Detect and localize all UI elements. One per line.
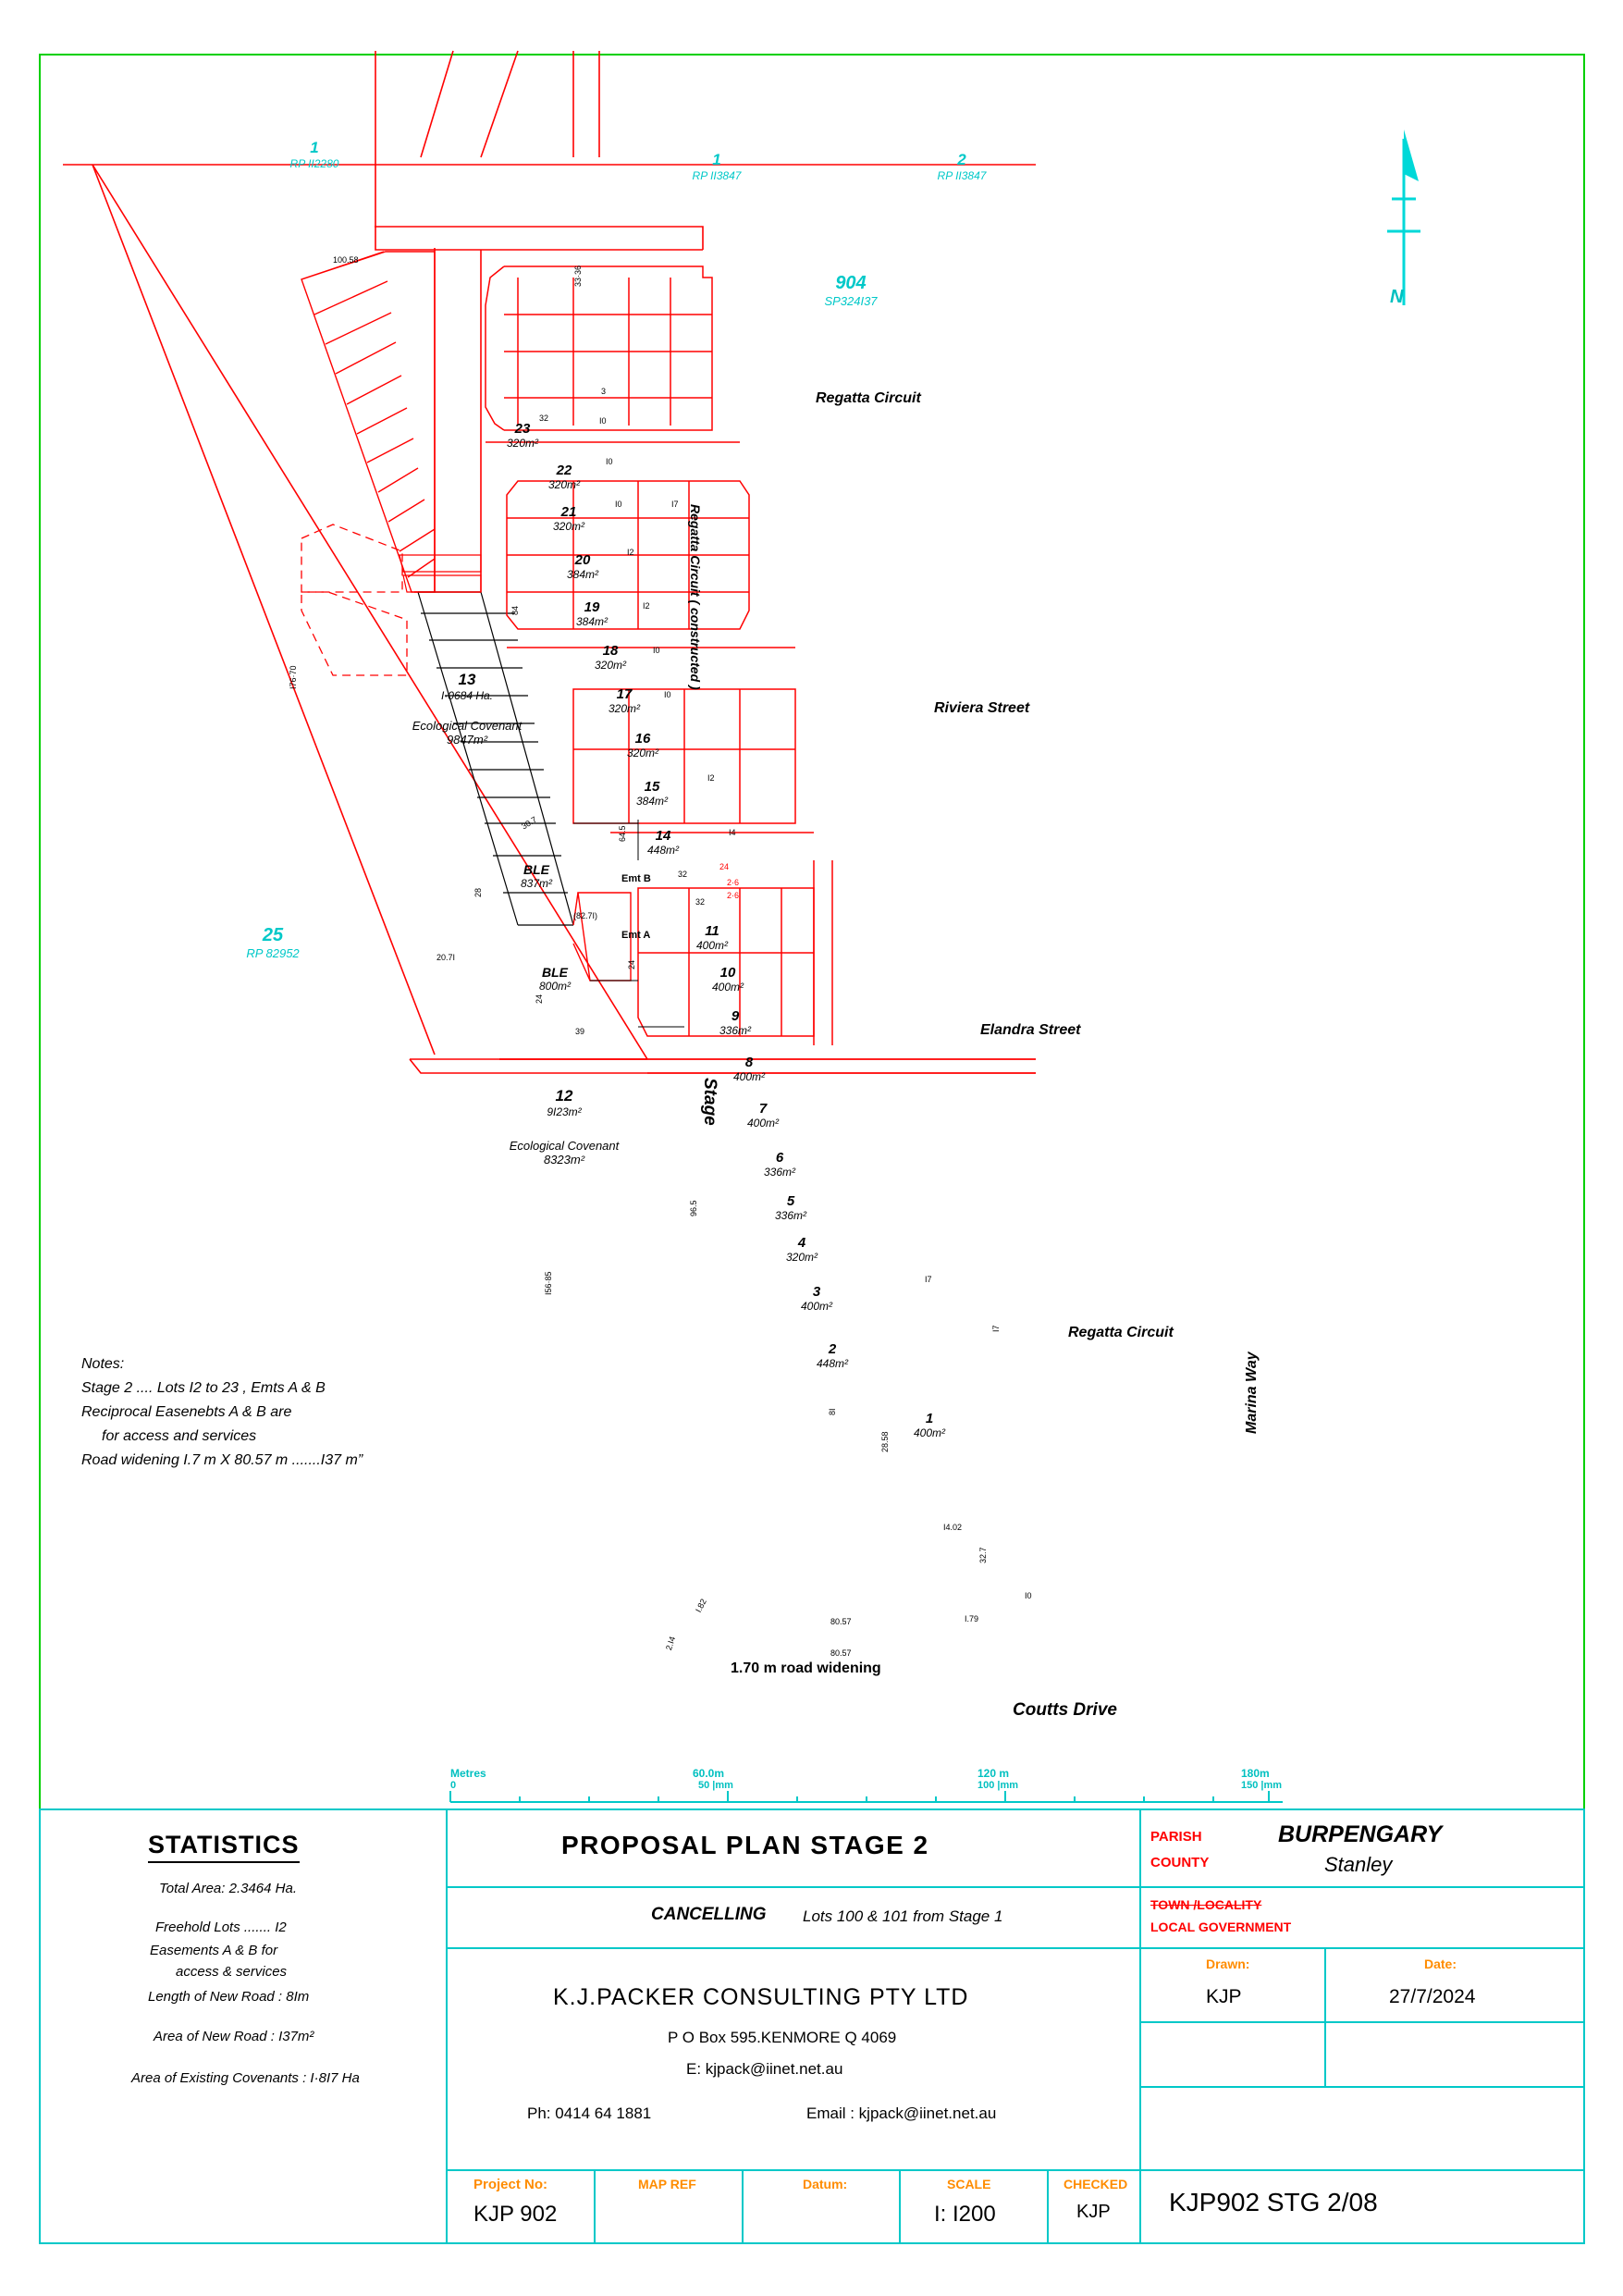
dimension-text: 80.57 — [830, 1617, 852, 1626]
project-no-value: KJP 902 — [473, 2202, 558, 2227]
parish-label: PARISH — [1150, 1829, 1202, 1845]
parcel-area: I·0684 Ha. — [440, 689, 494, 702]
lot-number: 18 — [602, 643, 619, 659]
lot-number: 3 — [812, 1284, 821, 1300]
dimension-text: I0 — [599, 416, 607, 426]
dimension-text: 30.7 — [520, 814, 539, 832]
dimension-text: I2 — [707, 773, 715, 783]
neighbour-plan: RP II2280 — [289, 157, 339, 170]
date-value: 27/7/2024 — [1389, 1986, 1476, 2007]
cancelling-label: CANCELLING — [651, 1905, 767, 1924]
county-label: COUNTY — [1150, 1855, 1210, 1870]
dimension-text: 8I — [828, 1408, 837, 1415]
dimension-text: I4.02 — [943, 1523, 963, 1532]
road-name-regatta-circuit-north: Regatta Circuit — [816, 390, 921, 406]
checked-label: CHECKED — [1064, 2177, 1128, 2191]
statistics-row: Area of New Road : I37m² — [154, 2029, 314, 2044]
datum-label: Datum: — [803, 2177, 848, 2191]
scale-zero: 0 — [450, 1780, 457, 1791]
lot-area: 320m² — [552, 520, 584, 533]
lot-area: 400m² — [913, 1426, 945, 1439]
neighbour-plan: RP II3847 — [692, 169, 742, 182]
neighbour-lot: 1 — [712, 151, 721, 168]
lot-area: 400m² — [746, 1117, 779, 1129]
ble-upper — [486, 862, 587, 890]
lot-number: 19 — [584, 599, 600, 615]
dimension-text: I0 — [653, 646, 660, 655]
statistics-row: Area of Existing Covenants : I·8I7 Ha — [131, 2070, 360, 2086]
lot-area: 320m² — [626, 747, 658, 759]
lot-number: 2 — [828, 1341, 837, 1357]
dimension-text: 20.7I — [436, 953, 456, 962]
scale-tick-60: 60.0m — [693, 1767, 725, 1780]
scale-tick-180: 180m — [1241, 1767, 1270, 1780]
dimension-text: I0 — [664, 690, 671, 699]
scale-metres-label: Metres — [450, 1767, 486, 1780]
lot-number: 14 — [655, 828, 671, 844]
notes-line: Stage 2 .... Lots I2 to 23 , Emts A & B — [81, 1380, 326, 1396]
lot-area: 400m² — [711, 981, 744, 994]
dimension-text: 39 — [575, 1027, 585, 1036]
road-name-elandra-street: Elandra Street — [980, 1022, 1081, 1038]
dimension-text: I4 — [729, 828, 736, 837]
lot-area: 400m² — [732, 1070, 765, 1083]
statistics-row: access & services — [176, 1964, 288, 1980]
road-name-regatta-circuit-constructed: Regatta Circuit ( constructed ) — [688, 504, 703, 690]
lot-area: 336m² — [774, 1209, 806, 1222]
lot-number: 23 — [514, 421, 531, 437]
dimension-text: I76·70 — [289, 665, 298, 689]
parcel-number: 12 — [555, 1087, 573, 1105]
lot-area: 384m² — [566, 568, 598, 581]
notes-heading: Notes: — [81, 1356, 125, 1372]
ble-area: 800m² — [538, 980, 571, 993]
neighbour-lot: 1 — [310, 139, 319, 156]
parcel-area: 9I23m² — [547, 1105, 582, 1118]
statistics-row: Total Area: 2.3464 Ha. — [159, 1881, 297, 1896]
ble-label: BLE — [542, 965, 568, 980]
dimension-text: I7 — [991, 1325, 1001, 1332]
parcel-13 — [365, 671, 569, 747]
lot-number: 5 — [786, 1193, 795, 1209]
lot-number: 7 — [758, 1101, 768, 1117]
lot-number: 10 — [719, 965, 736, 981]
neighbour-lot: 2 — [957, 151, 966, 168]
notes-line: for access and services — [102, 1428, 257, 1444]
road-name-riviera-street: Riviera Street — [934, 700, 1030, 716]
parcel-covenant-label: Ecological Covenant — [509, 1139, 620, 1153]
dimension-text: 2·6 — [727, 891, 740, 900]
road-widening-note: 1.70 m road widening — [731, 1660, 881, 1676]
dimension-text: 64.5 — [618, 825, 627, 842]
scale-value: I: I200 — [934, 2202, 996, 2227]
lot-number: 11 — [705, 923, 719, 939]
dimension-text: 33·36 — [573, 265, 583, 287]
scale-bar — [450, 1767, 1292, 1806]
company-phone: Ph: 0414 64 1881 — [527, 2105, 652, 2122]
scale-tick-180-mm: 150 |mm — [1241, 1780, 1283, 1791]
neighbour-plan: SP324I37 — [824, 294, 878, 308]
scale-tick-120: 120 m — [977, 1767, 1010, 1780]
dimension-text: 80.57 — [830, 1648, 852, 1658]
lot-number: 9 — [731, 1008, 740, 1024]
lot-number: 8 — [744, 1055, 754, 1070]
lot-number: 20 — [574, 552, 591, 568]
notes-block — [81, 1352, 363, 1473]
easement-b-label: Emt B — [621, 873, 651, 884]
dimension-text: 32 — [695, 897, 706, 907]
dimension-text: 84 — [510, 605, 520, 615]
dimension-text: I7 — [925, 1275, 932, 1284]
project-no-label: Project No: — [473, 2177, 548, 2192]
statistics-heading: STATISTICS — [148, 1831, 300, 1863]
dimension-text: 28.58 — [880, 1431, 890, 1452]
checked-value: KJP — [1076, 2202, 1111, 2222]
dimension-text: I2 — [627, 548, 634, 557]
dimension-text: I.79 — [965, 1614, 979, 1623]
lot-area: 384m² — [635, 795, 668, 808]
drawn-label: Drawn: — [1206, 1957, 1250, 1971]
lot-area: 400m² — [695, 939, 728, 952]
lot-area: 448m² — [816, 1357, 848, 1370]
statistics-row: Length of New Road : 8Im — [148, 1989, 310, 2005]
plan-title: PROPOSAL PLAN STAGE 2 — [561, 1831, 929, 1859]
dimension-text: 100.58 — [333, 255, 359, 265]
lot-area: 320m² — [608, 702, 640, 715]
dimension-text: 32 — [539, 414, 549, 423]
map-ref-label: MAP REF — [638, 2177, 696, 2191]
lot-number: 17 — [616, 686, 633, 702]
lot-number: 1 — [925, 1411, 934, 1426]
parcel-12 — [458, 1087, 670, 1167]
north-arrow-label: N — [1390, 287, 1404, 307]
ble-label: BLE — [523, 862, 549, 877]
lot-area: 320m² — [506, 437, 538, 450]
dimension-text: 96.5 — [689, 1200, 698, 1216]
dimension-text: 24 — [627, 959, 636, 969]
notes-line: Road widening I.7 m X 80.57 m .......I37 m” — [81, 1452, 363, 1468]
dimension-text: 28 — [473, 887, 483, 897]
statistics-row: Freehold Lots ....... I2 — [155, 1920, 287, 1935]
local-government-label: LOCAL GOVERNMENT — [1150, 1920, 1292, 1934]
dimension-text: I.82 — [694, 1597, 708, 1614]
dimension-text: I7 — [671, 500, 679, 509]
parcel-number: 13 — [458, 671, 476, 688]
neighbour-lot: 25 — [262, 925, 284, 945]
company-name: K.J.PACKER CONSULTING PTY LTD — [553, 1984, 969, 2010]
dimension-text: 3 — [601, 387, 607, 396]
easement-a-label: Emt A — [621, 930, 651, 941]
statistics-row: Easements A & B for — [150, 1943, 278, 1958]
neighbour-plan: RP II3847 — [937, 169, 987, 182]
dimension-text: 2·6 — [727, 878, 740, 887]
ble-lower — [504, 965, 606, 993]
dimension-text: 24 — [719, 862, 730, 871]
company-email-line: E: kjpack@iinet.net.au — [686, 2060, 843, 2078]
lot-area: 400m² — [800, 1300, 832, 1313]
lot-area: 320m² — [594, 659, 626, 672]
company-address: P O Box 595.KENMORE Q 4069 — [668, 2029, 897, 2046]
date-label: Date: — [1424, 1957, 1457, 1971]
lot-number: 22 — [556, 463, 572, 478]
drawn-value: KJP — [1206, 1986, 1242, 2007]
lot-area: 336m² — [719, 1024, 751, 1037]
lot-number: 6 — [775, 1150, 784, 1166]
county-value: Stanley — [1324, 1853, 1393, 1876]
dimension-text: 24 — [535, 994, 544, 1004]
parish-value: BURPENGARY — [1278, 1821, 1443, 1847]
lot-number: 15 — [644, 779, 660, 795]
ble-area: 837m² — [520, 877, 552, 890]
lot-number: 4 — [797, 1235, 806, 1251]
lot-area: 448m² — [646, 844, 679, 857]
dimension-text: 2.I4 — [664, 1635, 678, 1652]
dimension-text: 32.7 — [978, 1547, 988, 1563]
road-name-regatta-circuit-south: Regatta Circuit — [1068, 1325, 1174, 1340]
scale-tick-60-mm: 50 |mm — [698, 1780, 733, 1791]
dimension-text: I2 — [643, 601, 650, 611]
road-name-coutts-drive: Coutts Drive — [1013, 1700, 1117, 1720]
lot-area: 336m² — [763, 1166, 795, 1179]
town-locality-label: TOWN /LOCALITY — [1150, 1897, 1262, 1912]
dimension-text: 32 — [678, 870, 688, 879]
neighbour-lot: 904 — [835, 273, 867, 293]
road-label-stage: Stage — [700, 1078, 719, 1126]
title-block — [39, 1808, 1585, 2244]
dimension-text: I56·85 — [544, 1271, 553, 1295]
lot-area: 320m² — [547, 478, 580, 491]
lot-number: 16 — [634, 731, 651, 747]
notes-line: Reciprocal Easenebts A & B are — [81, 1404, 292, 1420]
lot-area: 320m² — [785, 1251, 818, 1264]
scale-label: SCALE — [947, 2177, 991, 2191]
lot-number: 21 — [560, 504, 577, 520]
road-name-marina-way: Marina Way — [1244, 1352, 1260, 1434]
drawing-number: KJP902 STG 2/08 — [1169, 2188, 1378, 2216]
parcel-covenant-label: Ecological Covenant — [412, 719, 523, 733]
parcel-covenant-area: 9847m² — [446, 733, 488, 747]
cancelling-text: Lots 100 & 101 from Stage 1 — [803, 1907, 1003, 1925]
company-email-label: Email : kjpack@iinet.net.au — [806, 2105, 997, 2122]
dimension-text: I0 — [606, 457, 613, 466]
dimension-text: I0 — [615, 500, 622, 509]
scale-tick-120-mm: 100 |mm — [977, 1780, 1019, 1791]
dimension-text: (82.7I) — [573, 911, 598, 920]
lot-area: 384m² — [575, 615, 608, 628]
neighbour-plan: RP 82952 — [246, 946, 300, 960]
dimension-text: I0 — [1025, 1591, 1032, 1600]
parcel-covenant-area: 8323m² — [543, 1153, 585, 1167]
